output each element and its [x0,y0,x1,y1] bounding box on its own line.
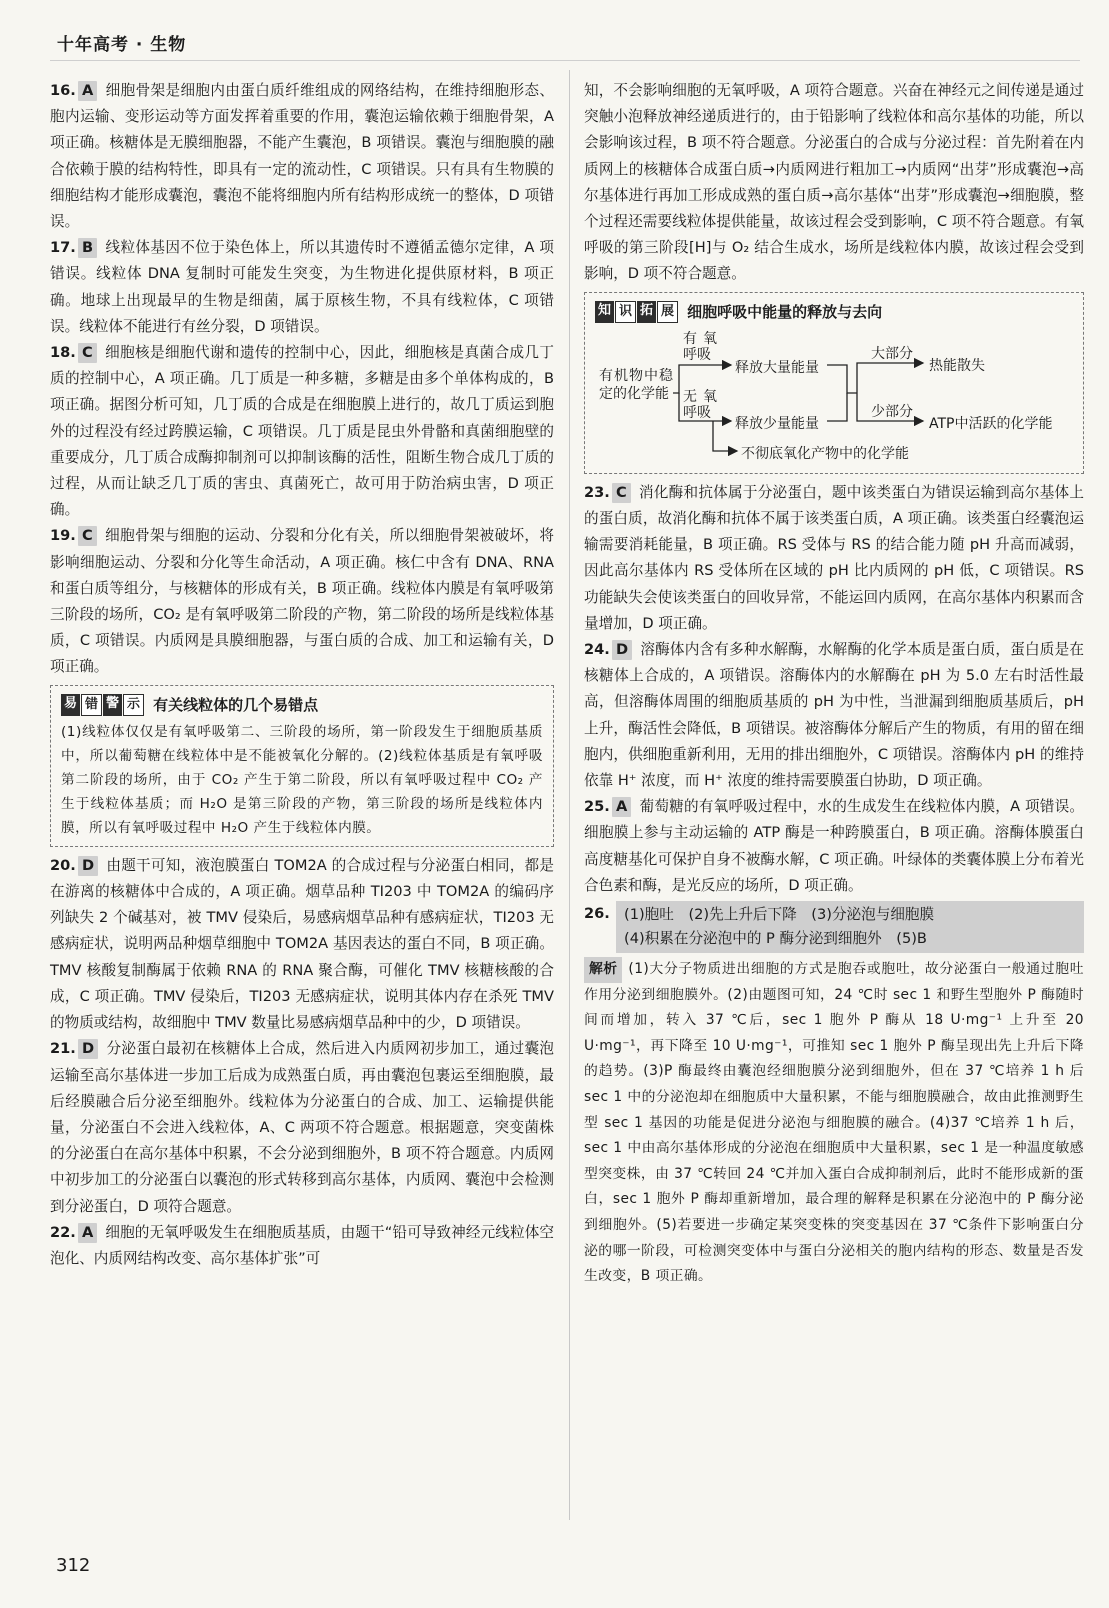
question-number: 22. [50,1223,76,1241]
aerobic-label: 有氧呼吸 [683,330,717,363]
question-24 [584,637,1084,794]
question-22-continued: 知，不会影响细胞的无氧呼吸，A 项符合题意。兴奋在神经元之间传递是通过突触小泡释放神经递质进行的，由于铅影响了线粒体和高尔基体的功能，所以会影响该过程，B 项不符合题意。分泌蛋白的合成与分泌过程：首先附着在内质网上的核糖体合成蛋白质→内质网进行粗加工→内质网“出芽”形成囊泡→高尔基体进行再加工形成成熟的蛋白质→高尔基体“出芽”形成囊泡→细胞膜，整个过程还需要线粒体提供能量，故该过程会受到影响，C 项不符合题意。有氧呼吸的第三阶段[H]与 O₂ 结合生成水，场所是线粒体内膜，故该过程会受到影响，D 项不符合题意。 [584,82,1084,283]
explanation-text: 细胞骨架是细胞内由蛋白质纤维组成的网络结构，在维持细胞形态、胞内运输、变形运动等方面发挥着重要的作用，囊泡运输依赖于细胞骨架，A 项正确。核糖体是无膜细胞器，不能产生囊泡，B 项错误。囊泡与细胞膜的融合依赖于膜的结构特性，即具有一定的流动性，C 项错误。只有具有生物膜的细胞结构才能形成囊泡，囊泡不能将细胞内所有结构形成统一的整体，D 项错误。 [50,82,554,231]
answer-badge: B [78,238,97,258]
answer-badge: A [612,797,631,817]
explanation-text: 溶酶体内含有多种水解酶，水解酶的化学本质是蛋白质，蛋白质是在核糖体上合成的，A 项错误。溶酶体内的水解酶在 pH 为 5.0 左右时活性最高，但溶酶体周围的细胞质基质的 pH 为中性，当泄漏到细胞质基质后，pH 上升，酶活性会降低，B 项错误。被溶酶体分解后产生的物质，有用的留在细胞内，供细胞重新利用，无用的排出细胞外，C 项错误。溶酶体内 pH 的维持依靠 H⁺ 浓度，而 H⁺ 浓度的维持需要膜蛋白协助，D 项正确。 [584,641,1084,790]
atp-label: ATP中活跃的化学能 [929,415,1053,432]
answer-badge: D [78,856,98,876]
question-number: 17. [50,239,76,257]
answer-badge: C [78,343,97,363]
question-17 [50,235,554,340]
merge-top [827,365,857,393]
explanation-text: 由题干可知，液泡膜蛋白 TOM2A 的合成过程与分泌蛋白相同，都是在游离的核糖体中合成的，A 项正确。烟草品种 TI203 中 TOM2A 的编码序列缺失 2 个碱基对，被 TMV 侵染后，易感病烟草品种有感病症状，TI203 无感病症状，说明两品种烟草细胞中 TOM2A 基因表达的蛋白不同，B 项正确。TMV 核酸复制酶属于依赖 RNA 的 RNA 聚合酶，可催化 TMV 核糖核酸的合成，C 项正确。TMV 侵染后，TI203 无感病症状，说明其体内存在杀死 TMV 的物质或结构，故细胞中 TMV 数量比易感病烟草品种中的少，D 项错误。 [50,856,554,1032]
explanation-text: 细胞的无氧呼吸发生在细胞质基质，由题干“铅可导致神经元线粒体空泡化、内质网结构改变、高尔基体扩张”可 [50,1223,554,1267]
question-number: 19. [50,527,76,545]
question-number: 24. [584,641,610,659]
page-number: 312 [56,1555,91,1576]
left-column [50,78,554,1272]
box-title: 有关线粒体的几个易错点 [153,695,319,714]
explanation-text: 葡萄糖的有氧呼吸过程中，水的生成发生在线粒体内膜，A 项错误。细胞膜上参与主动运输的 ATP 酶是一种跨膜蛋白，B 项正确。溶酶体膜蛋白高度糖基化可保护自身不被酶水解，C 项正确。叶绿体的类囊体膜上分布着光合色素和酶，是光反应的场所，D 项正确。 [584,798,1084,894]
answer-badge: A [78,81,97,101]
question-19 [50,523,554,680]
release-large-label: 释放大量能量 [735,359,819,376]
question-number: 25. [584,798,610,816]
to-incomplete-arrow [713,421,737,451]
question-number: 23. [584,483,610,501]
box-title: 细胞呼吸中能量的释放与去向 [687,302,883,321]
anaerobic-label: 无氧呼吸 [683,388,717,421]
answer-badge: D [612,640,632,660]
explanation-text: 细胞核是细胞代谢和遗传的控制中心，因此，细胞核是真菌合成几丁质的控制中心，A 项正确。几丁质是一种多糖，多糖是由多个单体构成的，B 项正确。据图分析可知，几丁质的合成是在细胞膜上进行的，故几丁质运到胞外的过程没有经过跨膜运输，C 项错误。几丁质是昆虫外骨骼和真菌细胞壁的重要成分，几丁质合成酶抑制剂可以抑制该酶的活性，阻断生物合成几丁质的过程，从而让缺乏几丁质的害虫、真菌死亡，故可用于防治病虫害，D 项正确。 [50,344,554,519]
answer-badge: D [78,1039,98,1059]
explanation-text: 消化酶和抗体属于分泌蛋白，题中该类蛋白为错误运输到高尔基体上的蛋白质，故消化酶和抗体不属于该类蛋白质，A 项正确。该类蛋白经囊泡运输需要消耗能量，B 项正确。RS 受体与 RS 的结合能力随 pH 升高而减弱，因此高尔基体内 RS 受体所在区域的 pH 比内质网的 pH 低，C 项错误。RS 功能缺失会使该类蛋白的回收异常，不能运回内质网，在高尔基体内积累而含量增加，D 项正确。 [584,483,1084,632]
knowledge-extension-box [584,292,1084,474]
question-20 [50,853,554,1036]
merge-bottom [827,393,847,421]
explanation-text: 细胞骨架与细胞的运动、分裂和分化有关，所以细胞骨架被破坏，将影响细胞运动、分裂和分化等生命活动，A 项正确。核仁中含有 DNA、RNA 和蛋白质等组分，与核糖体的形成有关，B 项正确。线粒体内膜是有氧呼吸第三阶段的场所，CO₂ 是有氧呼吸第二阶段的产物，第二阶段的场所是线粒体基质，C 项错误。内质网是具膜细胞器，与蛋白质的合成、加工和运输有关，D 项正确。 [50,527,554,676]
question-number: 21. [50,1040,76,1058]
question-number: 20. [50,856,76,874]
incomplete-label: 不彻底氧化产物中的化学能 [741,445,909,462]
question-16 [50,78,554,235]
answer-badge: A [78,1223,97,1243]
analysis-label: 解析 [584,957,622,983]
to-heat-arrow [857,363,923,393]
analysis-block [584,957,1084,1290]
answer-summary [616,901,1084,953]
header-rule [50,60,1080,61]
question-26 [584,899,1084,957]
error-warning-tag: 易 错 警 示 [61,694,145,716]
book-title: 十年高考 · 生物 [57,35,187,55]
answer-badge: C [612,483,631,503]
analysis-text: (1)大分子物质进出细胞的方式是胞吞或胞吐，故分泌蛋白一般通过胞吐作用分泌到细胞膜外。(2)由题图可知，24 ℃时 sec 1 和野生型胞外 P 酶随时间而增加，转入 37 ℃后，sec 1 胞外 P 酶从 18 U·mg⁻¹ 上升至 20 U·mg⁻¹，再下降至 10 U·mg⁻¹，可推知 sec 1 胞外 P 酶呈现出先上升后下降的趋势。(3)P 酶最终由囊泡经细胞膜分泌到细胞外，但在 37 ℃培养 1 h 后 sec 1 中的分泌泡却在细胞质中大量积累，不能与细胞膜融合，故由此推测野生型 sec 1 基因的功能是促进分泌泡与细胞膜的融合。(4)37 ℃培养 1 h 后，sec 1 中由高尔基体形成的分泌泡在细胞质中大量积累，sec 1 是一种温度敏感型突变株，由 37 ℃转回 24 ℃并加入蛋白合成抑制剂后，此时不能形成新的蛋白，sec 1 胞外 P 酶却重新增加，最合理的解释是积累在分泌泡中的 P 酶分泌到细胞外。(5)若要进一步确定某突变株的突变基因在 37 ℃条件下影响蛋白分泌的哪一阶段，可检测突变体中与蛋白分泌相关的胞内结构的形态、数量是否发生改变，B 项正确。 [584,961,1084,1285]
question-21 [50,1036,554,1219]
release-small-label: 释放少量能量 [735,415,819,432]
question-number: 16. [50,82,76,99]
energy-flow-diagram [595,327,1073,467]
explanation-text: 线粒体基因不位于染色体上，所以其遗传时不遵循孟德尔定律，A 项错误。线粒体 DNA 复制时可能发生突变，为生物进化提供原材料，B 项正确。地球上出现最早的生物是细菌，属于原核生物，不具有线粒体，C 项错误。线粒体不能进行有丝分裂，D 项错误。 [50,239,554,335]
knowledge-extension-tag: 知 识 拓 展 [595,301,679,323]
question-23 [584,480,1084,637]
source-label: 有机物中稳定的化学能 [599,367,673,402]
question-number: 18. [50,344,76,362]
question-25 [584,794,1084,899]
explanation-text: 分泌蛋白最初在核糖体上合成，然后进入内质网初步加工，通过囊泡运输至高尔基体进一步加工后成为成熟蛋白质，再由囊泡包裹运至细胞膜，最后经膜融合后分泌至细胞外。线粒体为分泌蛋白的合成、加工、运输提供能量，分泌蛋白不会进入线粒体，A、C 两项不符合题意。根据题意，突变菌株的分泌蛋白在高尔基体中积累，不会分泌到细胞外，B 项不符合题意。内质网中初步加工的分泌蛋白以囊泡的形式转移到高尔基体，内质网、囊泡中会检测到分泌蛋白，D 项符合题意。 [50,1040,554,1215]
answer-line-2: (4)积累在分泌泡中的 P 酶分泌到细胞外 (5)B [624,930,927,948]
question-22 [50,1220,554,1272]
answer-line-1: (1)胞吐 (2)先上升后下降 (3)分泌泡与细胞膜 [624,906,935,924]
right-column [584,78,1084,1290]
most-label: 大部分 [871,345,913,362]
heat-label: 热能散失 [929,357,985,374]
column-divider [569,70,570,1520]
answer-badge: C [78,526,97,546]
little-label: 少部分 [871,403,913,420]
box-body: (1)线粒体仅仅是有氧呼吸第二、三阶段的场所，第一阶段发生于细胞质基质中，所以葡萄糖在线粒体中是不能被氧化分解的。(2)线粒体基质是有氧呼吸第二阶段的场所，由于 CO₂ 产生于第二阶段，所以有氧呼吸过程中 CO₂ 产生于线粒体基质；而 H₂O 是第三阶段的产物，第三阶段的场所是线粒体内膜，所以有氧呼吸过程中 H₂O 产生于线粒体内膜。 [61,723,543,836]
question-number: 26. [584,905,610,923]
error-warning-box [50,685,554,847]
question-18 [50,340,554,523]
